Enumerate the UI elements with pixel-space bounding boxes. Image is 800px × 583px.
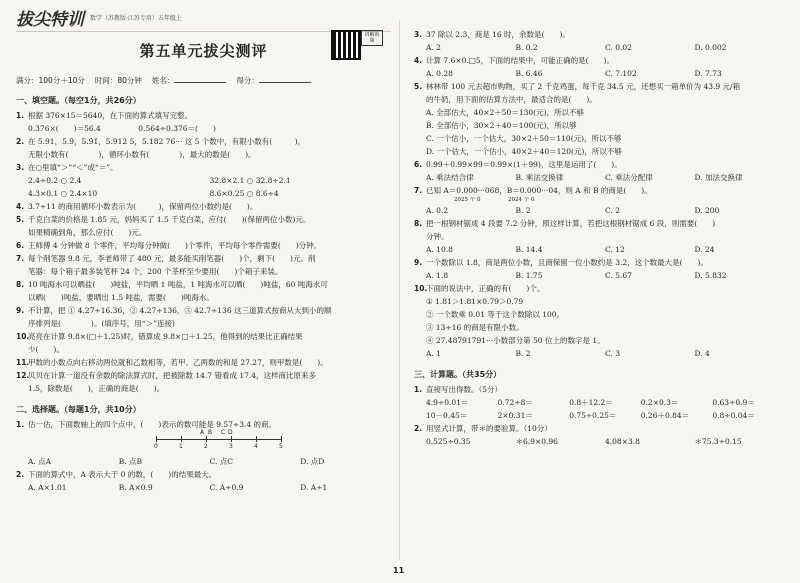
- page-header: [16, 6, 391, 32]
- point-c: C: [221, 429, 226, 436]
- section-fill-blank: 一、填空题。（每空1分，共26分）: [16, 96, 141, 105]
- choice-6: 6. 0.99＋0.99×99＝0.99×(1＋99)，这里是运用了( )。: [414, 160, 622, 169]
- choice-5: 5. 林林带 100 元去超市购物，买了 2 千克鸡蛋，每千克 34.5 元，还想买一箱单价为 43.9 元/箱: [414, 82, 741, 91]
- score-info: 满分：100分＋10分: [16, 75, 85, 85]
- choice-3: 3. 37 除以 2.3，商是 16 时，余数是( )。: [414, 30, 570, 39]
- calc-1: 1. 直接写出得数。（5分）: [414, 385, 503, 394]
- header-subtitle: 数学（苏教版·江苏专用）五年级上: [90, 14, 182, 22]
- question-5: 5. 千克白菜的价格是 1.85 元，妈妈买了 1.5 千克白菜，应付( )(保留两位小数)元。: [16, 215, 311, 224]
- question-1: 1. 根据 376×15＝5640，在下面的算式填写完整。: [16, 111, 193, 120]
- column-divider: [399, 20, 400, 560]
- question-11: 11.甲数的小数点向右移动两位就和乙数相等，若甲、乙两数的和是 27.27，则甲数是( )。: [16, 358, 328, 367]
- choice-1: 1. 估一估，下面数轴上的四个点中，( )表示的数可能是 9.57÷3.4 的商。: [16, 420, 277, 429]
- question-4: 4. 3.7÷11 的商用循环小数表示为( )，保留两位小数约是( )。: [16, 202, 258, 211]
- section-choice: 二、选择题。（每题1分，共10分）: [16, 405, 141, 414]
- choice-8: 8. 把一根钢材锯成 4 段要 7.2 分钟，照这样计算，若把这根钢材锯成 6 段，则需要( ): [414, 219, 716, 228]
- question-12: 12.贝贝在计算一道没有余数的除法算式时，把被除数 14.7 错看成 17.4，这样商比原来多: [16, 371, 317, 380]
- question-8: 8. 10 吨海水可以晒盐( )吨盐，平均晒 1 吨盐，1 吨海水可以晒( )吨盐，60 吨海水可: [16, 280, 328, 289]
- page-title: 第五单元拔尖测评: [139, 42, 268, 60]
- right-column: 3. 37 除以 2.3，商是 16 时，余数是( )。 A. 2 B. 0.2 C. 0.02 D. 0.002 4. 计算 7.6×0.□5，下面的结果中，可能正确的是( )。 A. 0.28 B. 6.46 C. 7.102 D. 7.73 5. 林林带 100 元去超市购物，买了 2 千克鸡蛋，每千克 34.5 元，还想买一箱单价为 43.9 元/箱 的牛奶，用下面的估算方法中，最适合的是( )。 A. 全部估大，40×2＋50＝130(元)，所以不够 B. 全部估小，30×2＋40＝100(元)，所以够 C. 一个估小，一个估大，30×2＋50＝110(元)，所以不够 D. 一个估大，一个估小，40×2＋40＝120(元)，所以不够 6. 0.99＋0.99×99＝0.99×(1＋99)，这里是运用了( )。 A. 乘法结合律 B. 乘法交换律 C. 乘法分配律 D. 加法交换律 7. 已知 A＝0.000···068，B＝0.000···04，则 A 和 B 的商是( )。 2025 个 0 2024 个 0 A. 0.2 B. 2 C. 2 D. 200 8. 把一根钢材锯成 4 段要 7.2 分钟，照这样计算，若把这根钢材锯成 6 段，则需要( ) 分钟。 A. 10.8 B. 14.4 C. 12 D. 24 9. 一个数除以 1.8，商是两位小数，且商保留一位小数约是 3.2，这个数最大是( )。 A. 1.8 B. 1.75 C. 5.67 D. 5.832 10.下面的说法中，正确的有( )个。 ① 1.81＞1.81×0.79＞0.79 ② 一个数乘 0.01 等于这个数除以 100。 ③ 13÷16 的商是有限小数。 ④ 27.48791791···小数部分第 50 位上的数字是 1。 A. 1 B. 2 C. 3 D. 4 三、计算题。（共35分） 1. 直接写出得数。（5分） 4.9÷0.01＝ 0.72÷8＝ 0.8＋12.2＝ 0.2×0.3＝ 0.63÷0.9＝ 10－0.45＝ 2×0.31＝ 0.75÷0.25＝ 0.26＋0.84＝ 0.8÷0.04＝ 2. 用竖式计算，带＊的要验算。（10分） 0.525÷0.35 ＊6.9×0.96 4.08×3.8 ＊75.3÷0.15: [414, 28, 784, 448]
- choice-1-options: A. 点A B. 点B C. 点C D. 点D: [28, 457, 325, 466]
- section-calculation: 三、计算题。（共35分）: [414, 370, 502, 379]
- question-2: 2. 在 5.91，5.9̇，5.9̇1̇，5.912 5，5.182 76··· 这 5 个数中，有限小数有( )，: [16, 137, 306, 146]
- question-7: 7. 每个削笔器 9.8 元，李老师带了 480 元，最多能买削笔器( )个，剩下( )元。削: [16, 254, 316, 263]
- question-3: 3. 在○里填“＞”“＜”或“＝”。: [16, 163, 118, 172]
- number-line: 0 1 2 3 4 5 A B C D: [154, 429, 283, 450]
- brand-logo: 拔尖特训: [16, 9, 84, 30]
- point-b: B: [208, 429, 213, 436]
- question-6: 6. 王师傅 4 分钟做 8 个零件，平均每分钟做( )个零件，平均每个零件需要( )分钟。: [16, 241, 322, 250]
- left-column: 拔尖特训 数学（苏教版·江苏专用）五年级上 第五单元拔尖测评 讲解视频 满分：100分＋10分 时间：80分钟 姓名： 得分： 一、填空题。（每空1分，共26分） 1. 根据 376×15＝5640，在下面的算式填写完整。 0.376×( )＝56.4 0.564÷0.376＝( ) 2. 在 5.91，5.9̇，5.9̇1̇，5.912 5，5.182 76··· 这 5 个数中，有限小数有( )， 无限小数有( )，循环小数有( )，最大的数是( )。 3. 在○里填“＞”“＜”或“＝”。 2.4÷0.2 ○ 2.4 32.8×2.1 ○ 32.8÷2.1 4.3×0.1 ○ 2.4×10 8.6×0.25 ○ 8.6÷4 4. 3.7÷11 的商用循环小数表示为( )，保留两位小数约是( )。 5. 千克白菜的价格是 1.85 元，妈妈买了 1.5 千克白菜，应付( )(保留两位小数)元。 如果精确到角，那么应付( )元。 6. 王师傅 4 分钟做 8 个零件，平均每分钟做( )个零件，平均每个零件需要( )分钟。 7. 每个削笔器 9.8 元，李老师带了 480 元，最多能买削笔器( )个，剩下( )元。削 笔器：每个箱子最多装笔杯 24 个，200 个茶杯至少要用( )个箱子来装。 8. 10 吨海水可以晒盐( )吨盐，平均晒 1 吨盐，1 吨海水可以晒( )吨盐，60 吨海水可 以晒( )吨盐，要晒出 1.5 吨盐，需要( )吨海水。 9. 不计算，把 ① 4.27÷16.36，② 4.27÷136，③ 42.7÷136 这三道算式按商从大到小的顺 序排列是( )。(填序号，用“＞”连接) 10.亮亮在计算 9.8×(□＋1.25)时，错算成 9.8×□＋1.25，他得到的结果比正确结果 少( )。 11.甲数的小数点向右移动两位就和乙数相等，若甲、乙两数的和是 27.27，则甲数是( )。 12.贝贝在计算一道没有余数的除法算式时，把被除数 14.7 错看成 17.4，这样商比原来多 1.5，除数是( )，正确的商是( )。 二、选择题。（每题1分，共10分） 1. 估一估，下面数轴上的四个点中，( )表示的数可能是 9.57÷3.4 的商。 0 1 2 3 4 5 A B C D A. 点A B. 点B C. 点C D. 点D 2. 下面的算式中，A 表示大于 0 的数，( )的结果最大。 A. A×1.01 B. A×0.9 C. A÷0.9 D. A÷1: [16, 6, 391, 494]
- point-d: D: [228, 429, 233, 436]
- name-blank[interactable]: [174, 74, 226, 83]
- qr-code-icon: [331, 30, 361, 60]
- calc-2: 2. 用竖式计算，带＊的要验算。（10分）: [414, 424, 552, 433]
- point-a: A: [200, 429, 205, 436]
- page-number: 11: [393, 566, 405, 575]
- exam-meta: [16, 74, 391, 86]
- choice-7: 7. 已知 A＝0.000···068，B＝0.000···04，则 A 和 B 的商是( )。: [414, 186, 652, 195]
- question-9: 9. 不计算，把 ① 4.27÷16.36，② 4.27÷136，③ 42.7÷136 这三道算式按商从大到小的顺: [16, 306, 332, 315]
- qr-label: 讲解视频: [361, 30, 383, 46]
- time-info: 时间：80分钟: [94, 75, 142, 85]
- choice-10: 10.下面的说法中，正确的有( )个。: [414, 284, 545, 293]
- score-label: 得分：: [236, 76, 259, 85]
- choice-9: 9. 一个数除以 1.8，商是两位小数，且商保留一位小数约是 3.2，这个数最大是( )。: [414, 258, 708, 267]
- name-label: 姓名：: [151, 76, 175, 85]
- score-blank[interactable]: [259, 74, 311, 83]
- choice-4: 4. 计算 7.6×0.□5，下面的结果中，可能正确的是( )。: [414, 56, 614, 65]
- choice-2-options: A. A×1.01 B. A×0.9 C. A÷0.9 D. A÷1: [28, 483, 328, 492]
- choice-2: 2. 下面的算式中，A 表示大于 0 的数，( )的结果最大。: [16, 470, 217, 479]
- question-10: 10.亮亮在计算 9.8×(□＋1.25)时，错算成 9.8×□＋1.25，他得到的结果比正确结果: [16, 332, 303, 341]
